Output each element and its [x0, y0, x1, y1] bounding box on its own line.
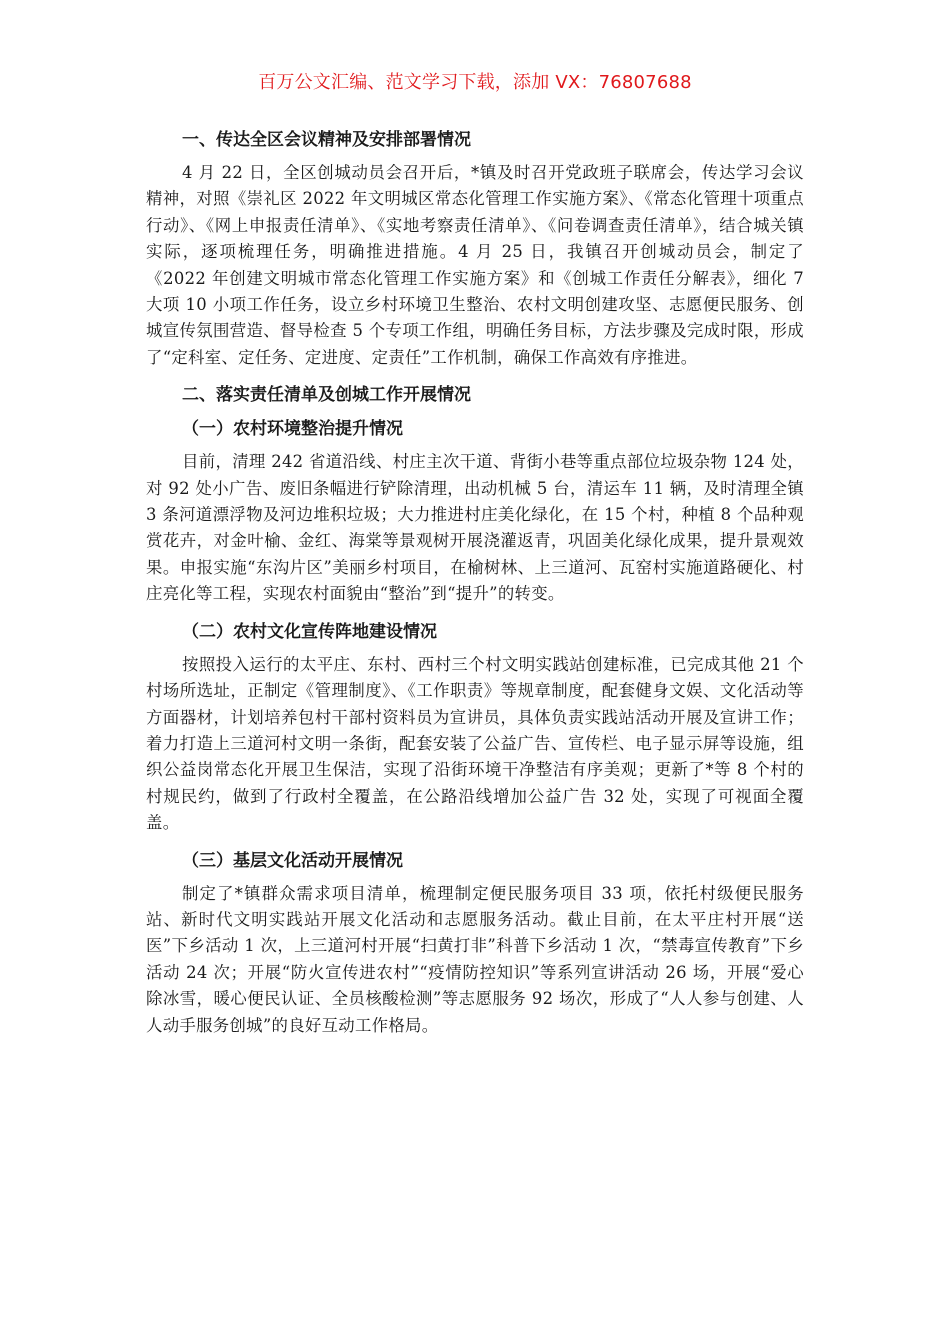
subsection-heading-2: （二）农村文化宣传阵地建设情况 — [182, 621, 437, 642]
subsection-paragraph-3: 制定了*镇群众需求项目清单，梳理制定便民服务项目 33 项，依托村级便民服务站、新时代文明实践站开展文化活动和志愿服务活动。截止目前，在太平庄村开展“送医”下乡活动 1 次，上三道河村开展“扫黄打非”科普下乡活动 1 次，“禁毒宣传教育”下乡活动 24 次；开展“防火宣传进农村”“疫情防控知识”等系列宣讲活动 26 场，开展“爱心除冰雪，暖心便民认证、全员核酸检测”等志愿服务 92 场次，形成了“人人参与创建、人人动手服务创城”的良好互动工作格局。 — [146, 883, 804, 1035]
section-paragraph-1: 4 月 22 日，全区创城动员会召开后，*镇及时召开党政班子联席会，传达学习会议精神，对照《崇礼区 2022 年文明城区常态化管理工作实施方案》、《常态化管理十项重点行动》、《网上申报责任清单》、《实地考察责任清单》、《问卷调查责任清单》，结合城关镇实际，逐项梳理任务，明确推进措施。4 月 25 日，我镇召开创城动员会，制定了《2022 年创建文明城市常态化管理工作实施方案》和《创城工作责任分解表》，细化 7 大项 10 小项工作任务，设立乡村环境卫生整治、农村文明创建攻坚、志愿便民服务、创城宣传氛围营造、督导检查 5 个专项工作组，明确任务目标，方法步骤及完成时限，形成了“定科室、定任务、定进度、定责任”工作机制，确保工作高效有序推进。 — [146, 163, 804, 367]
subsection-paragraph-2: 按照投入运行的太平庄、东村、西村三个村文明实践站创建标准，已完成其他 21 个村场所选址，正制定《管理制度》、《工作职责》等规章制度，配套健身文娱、文化活动等方面器材，计划培养包村干部村资料员为宣讲员，具体负责实践站活动开展及宣讲工作；着力打造上三道河村文明一条街，配套安装了公益广告、宣传栏、电子显示屏等设施，组织公益岗常态化开展卫生保洁，实现了沿街环境干净整洁有序美观；更新了*等 8 个村的村规民约，做到了行政村全覆盖，在公路沿线增加公益广告 32 处，实现了可视面全覆盖。 — [146, 654, 804, 833]
subsection-heading-1: （一）农村环境整治提升情况 — [182, 419, 403, 440]
subsection-heading-3: （三）基层文化活动开展情况 — [182, 850, 403, 871]
section-heading-1: 一、传达全区会议精神及安排部署情况 — [182, 130, 471, 150]
watermark-text: 百万公文汇编、范文学习下载，添加 VX：76807688 — [258, 72, 692, 93]
section-heading-2: 二、落实责任清单及创城工作开展情况 — [182, 385, 471, 406]
document-body — [146, 124, 804, 1049]
subsection-paragraph-1: 目前，清理 242 省道沿线、村庄主次干道、背街小巷等重点部位垃圾杂物 124 处，对 92 处小广告、废旧条幅进行铲除清理，出动机械 5 台，清运车 11 辆，及时清理全镇 3 条河道漂浮物及河边堆积垃圾；大力推进村庄美化绿化，在 15 个村，种植 8 个品种观赏花卉，对金叶榆、金红、海棠等景观树开展浇灌返青，巩固美化绿化成果，提升景观效果。申报实施“东沟片区”美丽乡村项目，在榆树林、上三道河、瓦窑村实施道路硬化、村庄亮化等工程，实现农村面貌由“整治”到“提升”的转变。 — [146, 452, 804, 604]
